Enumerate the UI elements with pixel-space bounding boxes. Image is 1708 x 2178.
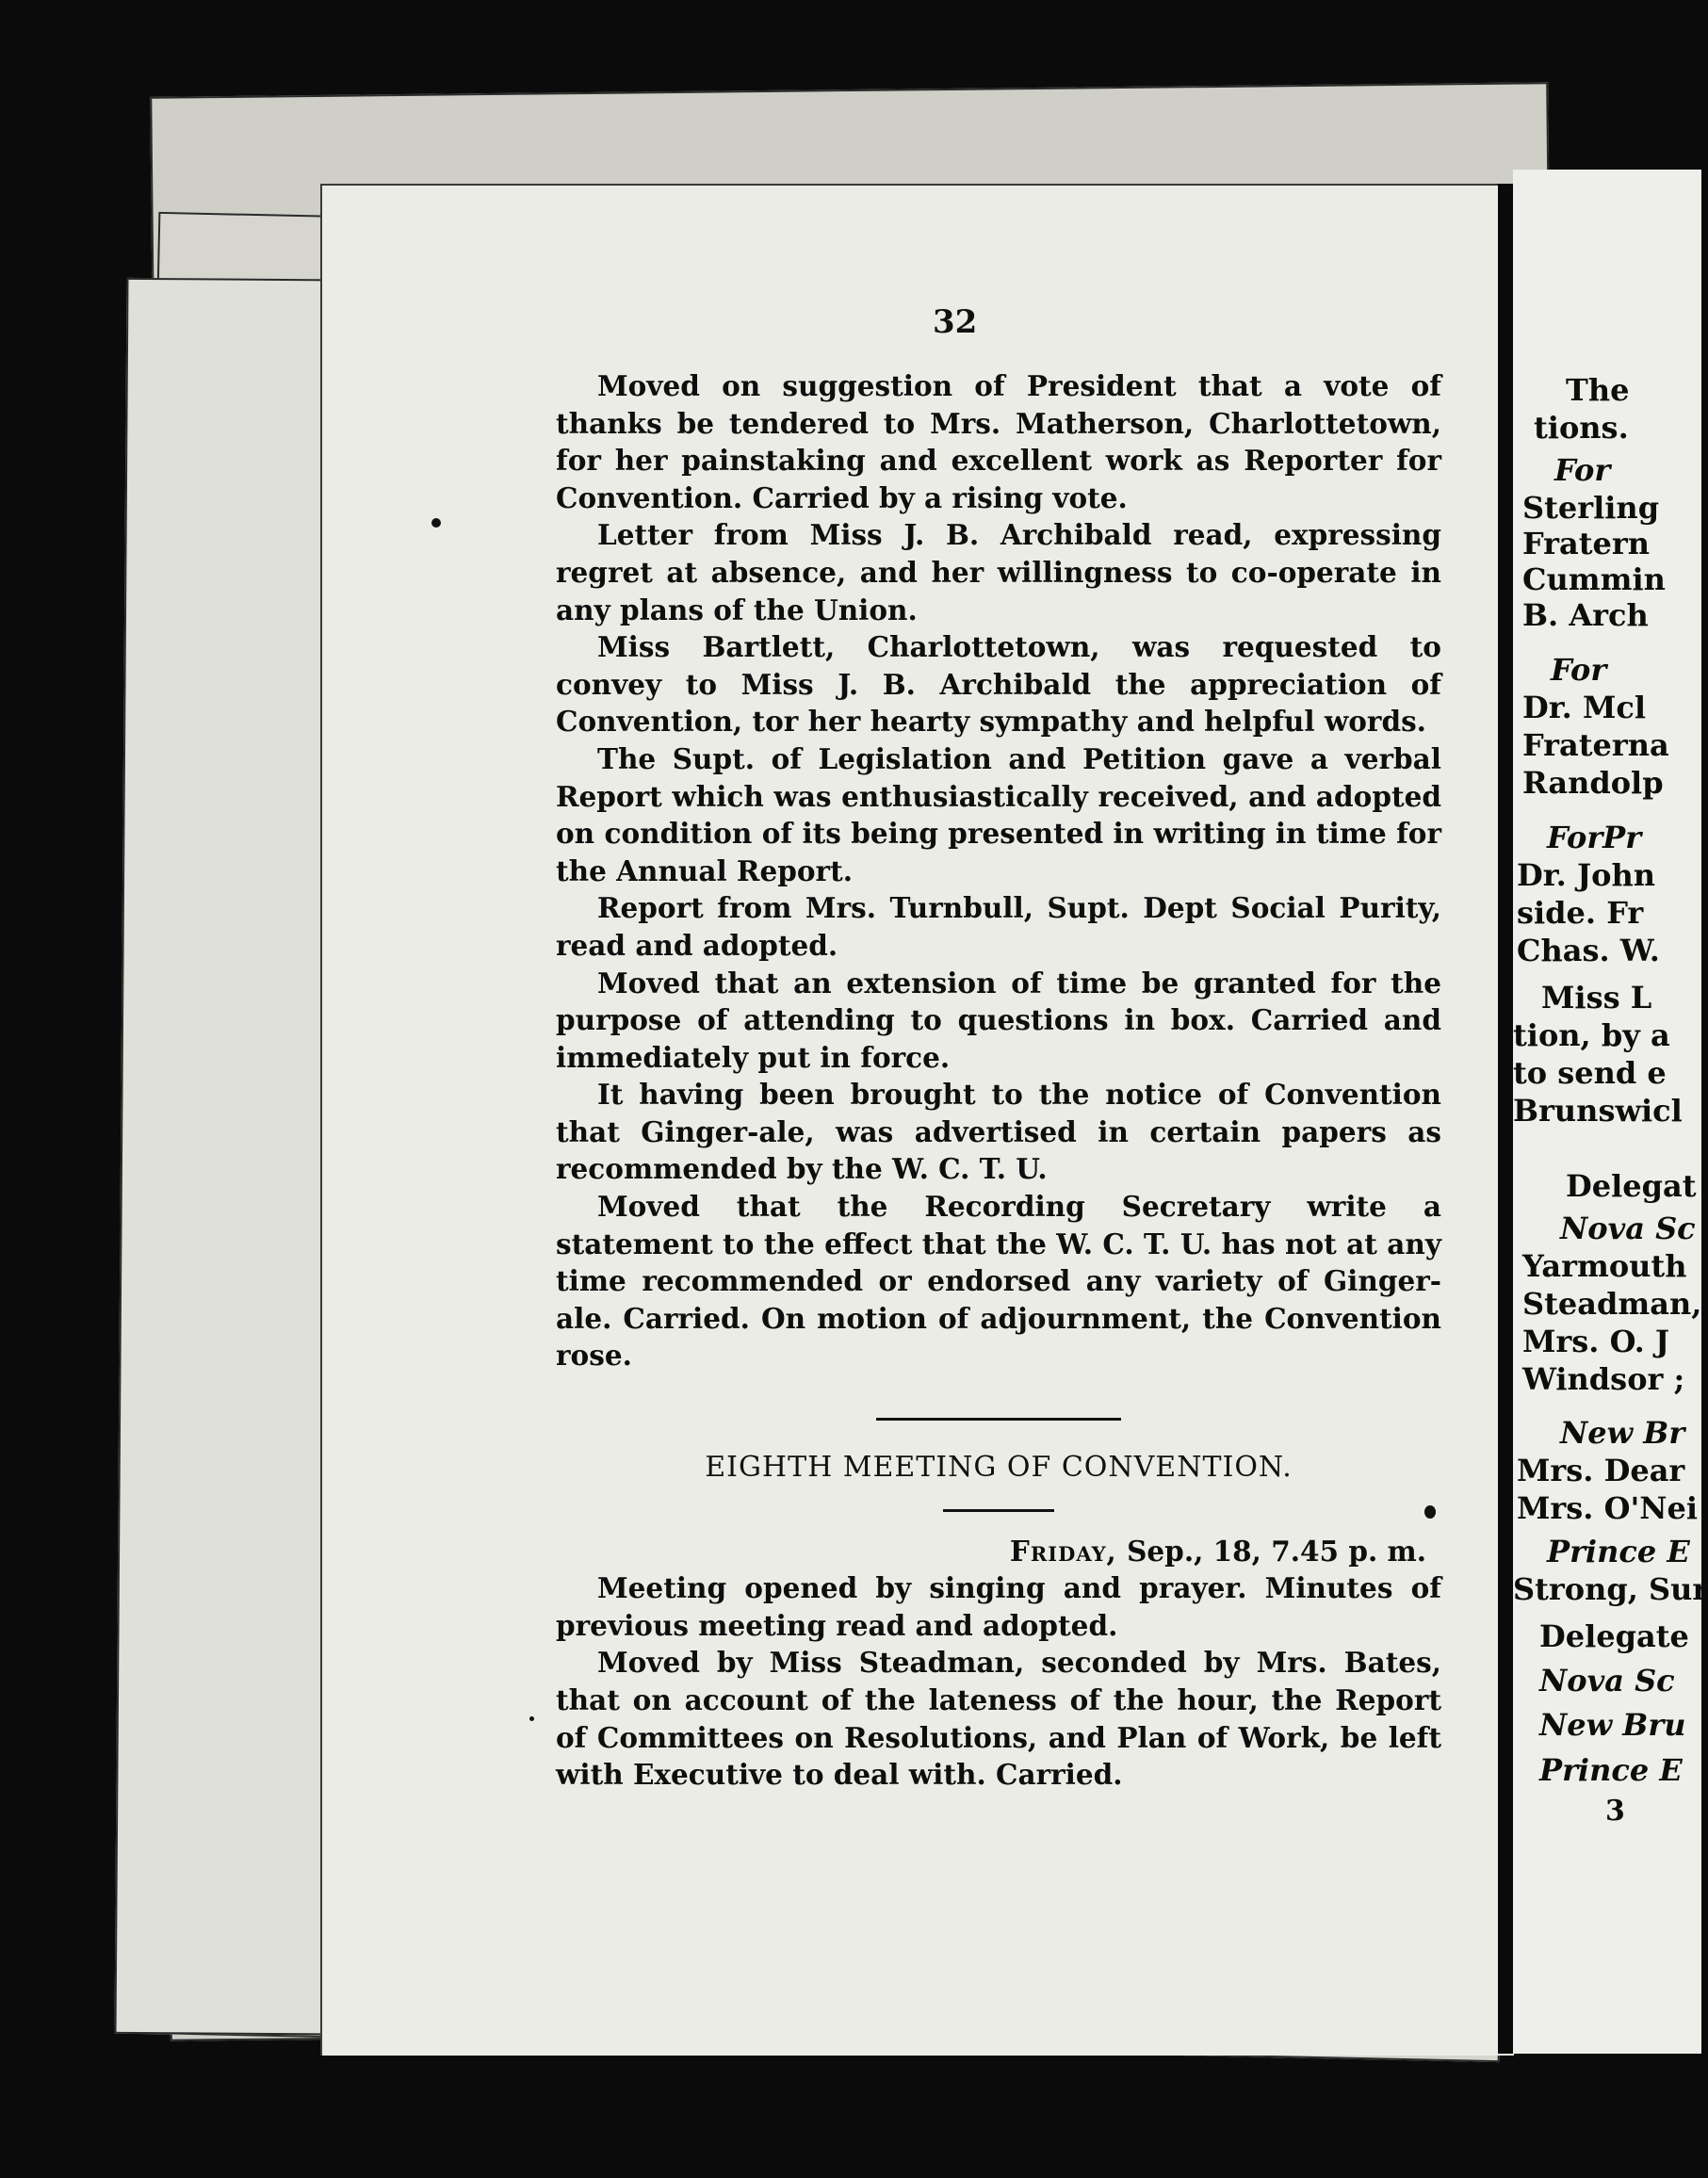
fragment-line: Nova Sc: [1560, 1211, 1696, 1246]
fragment-line: Dr. Mcl: [1522, 690, 1647, 725]
scan-speck: [431, 518, 441, 528]
fragment-line: Steadman,: [1522, 1286, 1702, 1322]
fragment-line: Chas. W.: [1517, 933, 1660, 968]
fragment-line: Cummin: [1522, 561, 1666, 597]
fragment-line: New Br: [1560, 1415, 1685, 1451]
dateline-day: Friday,: [1009, 1534, 1117, 1568]
fragment-line: ForPr: [1547, 820, 1642, 855]
fragment-line: Sterling: [1522, 490, 1660, 526]
section-heading: EIGHTH MEETING OF CONVENTION.: [705, 1451, 1293, 1485]
paragraph: Moved by Miss Steadman, seconded by Mrs. Bates, that on account of the lateness of the hour, the Report of Committees on Resolutions, and Plan of Work, be left with Executive to deal with. Carried.: [556, 1646, 1441, 1792]
fragment-line: The: [1566, 372, 1630, 408]
fragment-line: Mrs. O'Nei: [1517, 1490, 1699, 1526]
fragment-line: Randolp: [1522, 765, 1664, 801]
fragment-page-number: 3: [1605, 1795, 1625, 1828]
fragment-line: B. Arch: [1522, 597, 1649, 633]
fragment-line: Mrs. Dear: [1517, 1453, 1685, 1488]
fragment-line: Fraterna: [1522, 727, 1669, 763]
book-gutter: [1498, 184, 1513, 2054]
paragraph: Meeting opened by singing and prayer. Minutes of previous meeting read and adopted.: [556, 1571, 1441, 1642]
paragraph: Moved on suggestion of President that a vote of thanks be tendered to Mrs. Matherson, Charlottetown, for her painstaking and excellent work as Reporter for Convention. Carried by a rising vote.: [556, 369, 1441, 514]
fragment-line: Fratern: [1522, 526, 1651, 561]
fragment-line: Prince E: [1539, 1752, 1683, 1788]
scan-speck: [529, 1716, 534, 1721]
page-body: [556, 367, 1441, 1794]
fragment-line: Mrs. O. J: [1522, 1324, 1669, 1359]
fragment-line: to send e: [1513, 1055, 1667, 1091]
paragraph: Moved that an extension of time be granted for the purpose of attending to questions in box. Carried and immediately put in force.: [556, 966, 1441, 1074]
section-divider: [943, 1509, 1054, 1512]
fragment-line: Prince E: [1547, 1534, 1690, 1569]
page-number: 32: [933, 303, 978, 341]
fragment-line: Miss L: [1541, 980, 1652, 1016]
fragment-line: tions.: [1534, 410, 1629, 446]
fragment-line: For: [1554, 452, 1611, 488]
fragment-line: Delegate: [1539, 1618, 1689, 1654]
fragment-line: Windsor ;: [1522, 1361, 1685, 1397]
paragraph: Miss Bartlett, Charlottetown, was requested to convey to Miss J. B. Archibald the appreciation of Convention, tor her hearty sympathy and helpful words.: [556, 630, 1441, 739]
right-page-fragment: [1513, 170, 1708, 2054]
section-divider: [876, 1418, 1121, 1421]
fragment-line: Strong, Sur: [1513, 1571, 1708, 1607]
paragraph: Letter from Miss J. B. Archibald read, expressing regret at absence, and her willingness to co-operate in any plans of the Union.: [556, 518, 1441, 626]
paragraph: Report from Mrs. Turnbull, Supt. Dept Social Purity, read and adopted.: [556, 891, 1441, 962]
fragment-line: For: [1551, 652, 1607, 688]
dateline-time: Sep., 18, 7.45 p. m.: [1116, 1534, 1426, 1568]
scan-speck: [1424, 1505, 1436, 1519]
paragraph: The Supt. of Legislation and Petition gave a verbal Report which was enthusiastically received, and adopted on condition of its being presented in writing in time for the Annual Report.: [556, 741, 1441, 887]
fragment-line: New Bru: [1539, 1707, 1686, 1743]
fragment-line: Nova Sc: [1539, 1663, 1675, 1699]
paragraph: It having been brought to the notice of Convention that Ginger-ale, was advertised in certain papers as recommended by the W. C. T. U.: [556, 1078, 1441, 1186]
fragment-line: Brunswicl: [1513, 1093, 1683, 1129]
fragment-line: side. Fr: [1517, 895, 1644, 931]
fragment-line: tion, by a: [1513, 1017, 1670, 1053]
dateline: [556, 1533, 1441, 1570]
fragment-line: Yarmouth: [1522, 1248, 1687, 1284]
fragment-line: Dr. John: [1517, 857, 1655, 893]
fragment-line: Delegat: [1566, 1168, 1697, 1204]
paragraph: Moved that the Recording Secretary write a statement to the effect that the W. C. T. U. has not at any time recommended or endorsed any variety of Ginger-ale. Carried. On motion of adjournment, the Convention rose.: [556, 1190, 1441, 1373]
